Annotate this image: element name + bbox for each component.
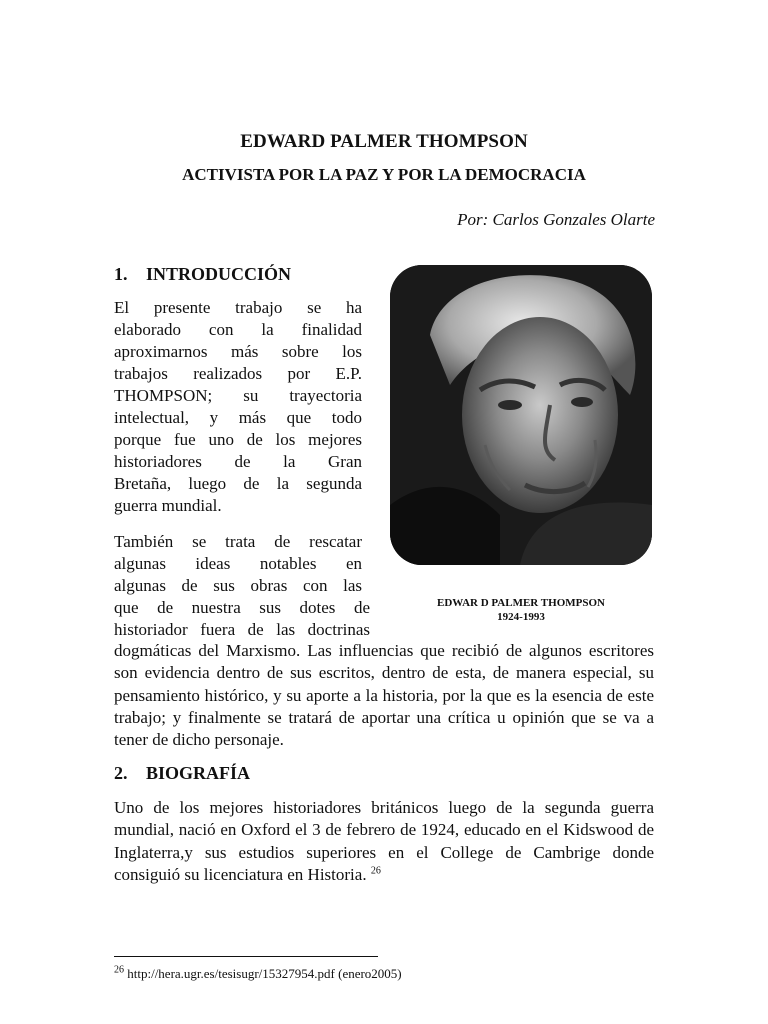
portrait-image [390,265,652,565]
text-line: El presente trabajo se ha [114,298,362,317]
section-heading-introduccion [114,264,291,285]
text-line: También se trata de rescatar [114,532,362,551]
document-title: EDWARD PALMER THOMPSON [240,131,528,152]
portrait-photo [390,265,652,565]
text-line: intelectual, y más que todo [114,408,362,427]
text-line: historiadores de la Gran [114,452,362,471]
biography-paragraph [114,797,654,886]
footnote-divider [114,956,378,957]
footnote [114,966,402,982]
document-subtitle: ACTIVISTA POR LA PAZ Y POR LA DEMOCRACIA [182,165,586,184]
text-line: Bretaña, luego de la segunda [114,474,362,493]
section-number: 1. [114,264,128,284]
footnote-reference[interactable]: 26 [370,865,381,877]
footnote-link[interactable]: http://hera.ugr.es/tesisugr/15327954.pdf (enero2005) [127,966,402,981]
text-line: algunas ideas notables en [114,554,362,573]
text-line: aproximarnos más sobre los [114,342,362,361]
text-line: elaborado con la finalidad [114,320,362,339]
section-heading-biografia [114,763,250,784]
text-line: algunas de sus obras con las [114,576,362,595]
author-line: Por: Carlos Gonzales Olarte [457,210,655,229]
section-number: 2. [114,763,128,783]
biography-text: Uno de los mejores historiadores británicos luego de la segunda guerra mundial, nació en Oxford el 3 de febrero de 1924, educado en el Kidswood de Inglaterra,y sus estudios superiores en el College de Cambrige donde consiguió su licenciatura en Historia. [114,798,654,884]
section-title: INTRODUCCIÓN [146,264,292,284]
text-line: THOMPSON; su trayectoria [114,386,362,405]
footnote-number: 26 [114,964,124,976]
intro-paragraph-1 [114,297,362,517]
photo-caption-years: 1924-1993 [497,611,545,623]
text-line: historiador fuera de las doctrinas [114,620,370,639]
text-line: porque fue uno de los mejores [114,430,362,449]
photo-caption-name: EDWAR D PALMER THOMPSON [437,597,605,609]
text-line: trabajos realizados por E.P. [114,364,362,383]
text-line: que de nuestra sus dotes de [114,598,370,617]
intro-paragraph-2-continued: dogmáticas del Marxismo. Las influencias que recibió de algunos escritores son evidencia dentro de sus escritos, dentro de esta, de manera especial, su pensamiento histórico, y su aporte a la historia, por la que es la esencia de este trabajo; y finalmente se tratará de aportar una crítica u opinión que se va a tener de dicho personaje. [114,641,654,750]
intro-paragraph-2-wrapped [114,531,370,641]
section-title: BIOGRAFÍA [146,763,251,783]
text-line: guerra mundial. [114,496,222,515]
